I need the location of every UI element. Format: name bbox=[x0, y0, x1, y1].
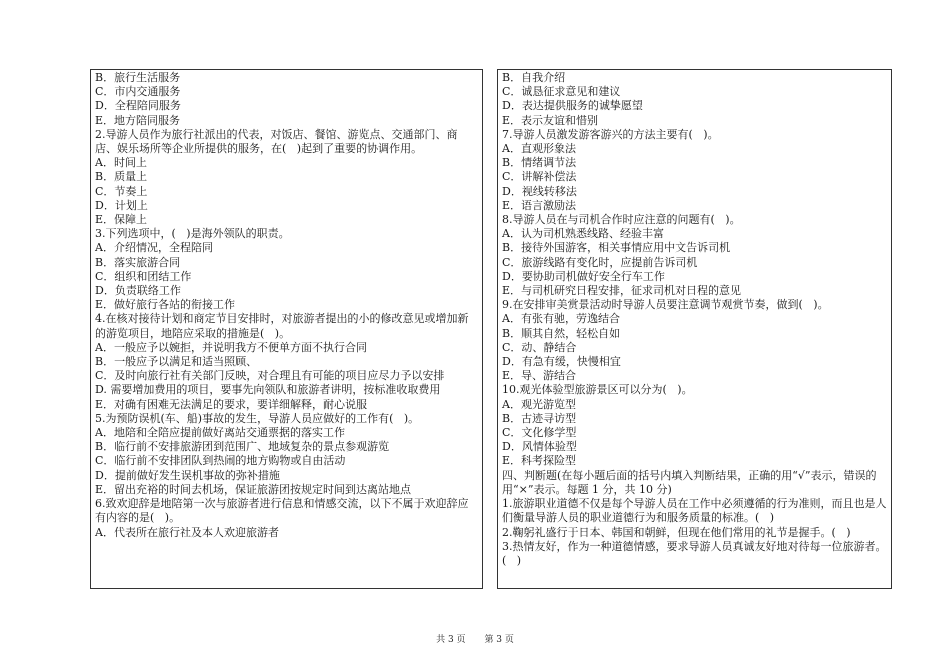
right-column-line: D．有急有缓，快慢相宜 bbox=[502, 355, 621, 369]
right-column-line: A．有张有驰，劳逸结合 bbox=[502, 312, 620, 326]
right-column-line: 四、判断题(在每小题后面的括号内填入判断结果，正确的用“√”表示，错误的用“×”表示。每题 1 分，共 10 分) bbox=[502, 468, 877, 496]
right-column-line: 9.在安排审美赏景活动时导游人员要注意调节观赏节奏，做到( )。 bbox=[502, 298, 829, 312]
right-column-line: 10.观光体验型旅游景区可以分为( )。 bbox=[502, 383, 693, 397]
right-column-line: B．古迹寻访型 bbox=[502, 411, 577, 425]
left-column-line: 2.导游人员作为旅行社派出的代表，对饭店、餐馆、游览点、交通部门、商店、娱乐场所等企业所提供的服务，在( )起到了重要的协调作用。 bbox=[95, 127, 458, 156]
left-column-line: 4.在核对接待计划和商定节目安排时，对旅游者提出的小的修改意见或增加新的游览项目，地陪应采取的措施是( )。 bbox=[95, 312, 469, 340]
left-column-line: C．节奏上 bbox=[95, 184, 148, 198]
left-column bbox=[90, 69, 483, 589]
right-column-line: B．自我介绍 bbox=[502, 71, 566, 84]
right-column-line: 8.导游人员在与司机合作时应注意的问题有( )。 bbox=[502, 213, 741, 227]
left-column-line: D．负责联络工作 bbox=[95, 284, 181, 298]
right-column-line: 2.鞠躬礼盛行于日本、韩国和朝鲜，但现在他们常用的礼节是握手。( ) bbox=[502, 525, 851, 539]
left-column-line: E．留出充裕的时间去机场，保证旅游团按规定时间到达离站地点 bbox=[95, 482, 412, 496]
right-column-line: E．表示友谊和惜别 bbox=[502, 113, 599, 127]
left-column-line: D．计划上 bbox=[95, 198, 148, 212]
left-column-line: B．临行前不安排旅游团到范围广、地域复杂的景点参观游览 bbox=[95, 440, 390, 454]
left-column-line: B．落实旅游合同 bbox=[95, 255, 181, 269]
left-column-line: B．一般应予以满足和适当照顾、 bbox=[95, 355, 258, 369]
right-column-line: 7.导游人员激发游客游兴的方法主要有( )。 bbox=[502, 127, 719, 141]
right-column-line: A．直观形象法 bbox=[502, 142, 576, 156]
left-column-line: D．提前做好发生误机事故的弥补措施 bbox=[95, 468, 280, 482]
left-column-line: A．时间上 bbox=[95, 156, 147, 170]
right-column-line: C．旅游线路有变化时，应提前告诉司机 bbox=[502, 255, 698, 269]
total-pages: 共 3 页 bbox=[436, 635, 466, 645]
right-column-line: A．观光游览型 bbox=[502, 397, 576, 411]
right-column-line: D．要协助司机做好安全行车工作 bbox=[502, 269, 665, 283]
right-column-line: D．表达提供服务的诚挚愿望 bbox=[502, 99, 643, 113]
current-page: 第 3 页 bbox=[484, 635, 514, 645]
left-column-line: D．全程陪同服务 bbox=[95, 99, 181, 113]
right-column-line: 1.旅游职业道德不仅是每个导游人员在工作中必须遵循的行为准则，而且也是人们衡量导游人员的职业道德行为和服务质量的标准。( ) bbox=[502, 497, 887, 525]
left-column-line: D. 需要增加费用的项目，要事先向领队和旅游者讲明，按标准收取费用 bbox=[95, 383, 441, 397]
left-column-line: A．代表所在旅行社及本人欢迎旅游者 bbox=[95, 525, 279, 539]
right-column-line: B．接待外国游客，相关事情应用中文告诉司机 bbox=[502, 241, 731, 255]
left-column-line: A．介绍情况，全程陪同 bbox=[95, 241, 213, 255]
left-column-line: C．临行前不安排团队到热闹的地方购物或自由活动 bbox=[95, 454, 346, 468]
left-column-line: A．地陪和全陪应提前做好离站交通票据的落实工作 bbox=[95, 426, 345, 440]
right-column-line: C．诚恳征求意见和建议 bbox=[502, 85, 621, 99]
left-column-line: A．一般应予以婉拒，并说明我方不便单方面不执行合同 bbox=[95, 340, 367, 354]
right-column-line: E．语言激励法 bbox=[502, 198, 577, 212]
right-column-line: B．情绪调节法 bbox=[502, 156, 577, 170]
right-column-line: E．科考探险型 bbox=[502, 454, 577, 468]
left-column-line: E．做好旅行各站的衔接工作 bbox=[95, 298, 236, 312]
left-column-line: 3.下列选项中，( )是海外领队的职责。 bbox=[95, 227, 290, 241]
right-column-line: 3.热情友好，作为一种道德情感，要求导游人员真诚友好地对待每一位旅游者。( ) bbox=[502, 539, 887, 567]
page-footer bbox=[0, 634, 950, 646]
right-column-line: A．认为司机熟悉线路、经验丰富 bbox=[502, 227, 664, 241]
right-column-line: D．视线转移法 bbox=[502, 184, 577, 198]
right-column-line: D．风情体验型 bbox=[502, 440, 577, 454]
left-column-line: 6.致欢迎辞是地陪第一次与旅游者进行信息和情感交流，以下不属于欢迎辞应有内容的是( )。 bbox=[95, 497, 469, 525]
left-column-line: C．及时向旅行社有关部门反映，对合理且有可能的项目应尽力予以安排 bbox=[95, 369, 445, 383]
left-column-line: B．质量上 bbox=[95, 170, 148, 184]
right-column-line: E．导、游结合 bbox=[502, 369, 577, 383]
right-column-line: C．讲解补偿法 bbox=[502, 170, 577, 184]
left-column-line: E．保障上 bbox=[95, 213, 148, 227]
right-column-line: C．动、静结合 bbox=[502, 340, 577, 354]
left-column-line: E．地方陪同服务 bbox=[95, 113, 181, 127]
right-column-line: E．与司机研究日程安排，征求司机对日程的意见 bbox=[502, 284, 742, 298]
left-column-line: C．市内交通服务 bbox=[95, 85, 181, 99]
right-column bbox=[497, 69, 892, 589]
left-column-line: 5.为预防误机(车、船)事故的发生，导游人员应做好的工作有( )。 bbox=[95, 411, 420, 425]
left-column-line: B．旅行生活服务 bbox=[95, 71, 181, 84]
right-column-line: B．顺其自然，轻松自如 bbox=[502, 326, 621, 340]
left-column-line: C．组织和团结工作 bbox=[95, 269, 192, 283]
left-column-line: E．对确有困难无法满足的要求，要详细解释，耐心说服 bbox=[95, 397, 368, 411]
right-column-line: C．文化修学型 bbox=[502, 426, 577, 440]
